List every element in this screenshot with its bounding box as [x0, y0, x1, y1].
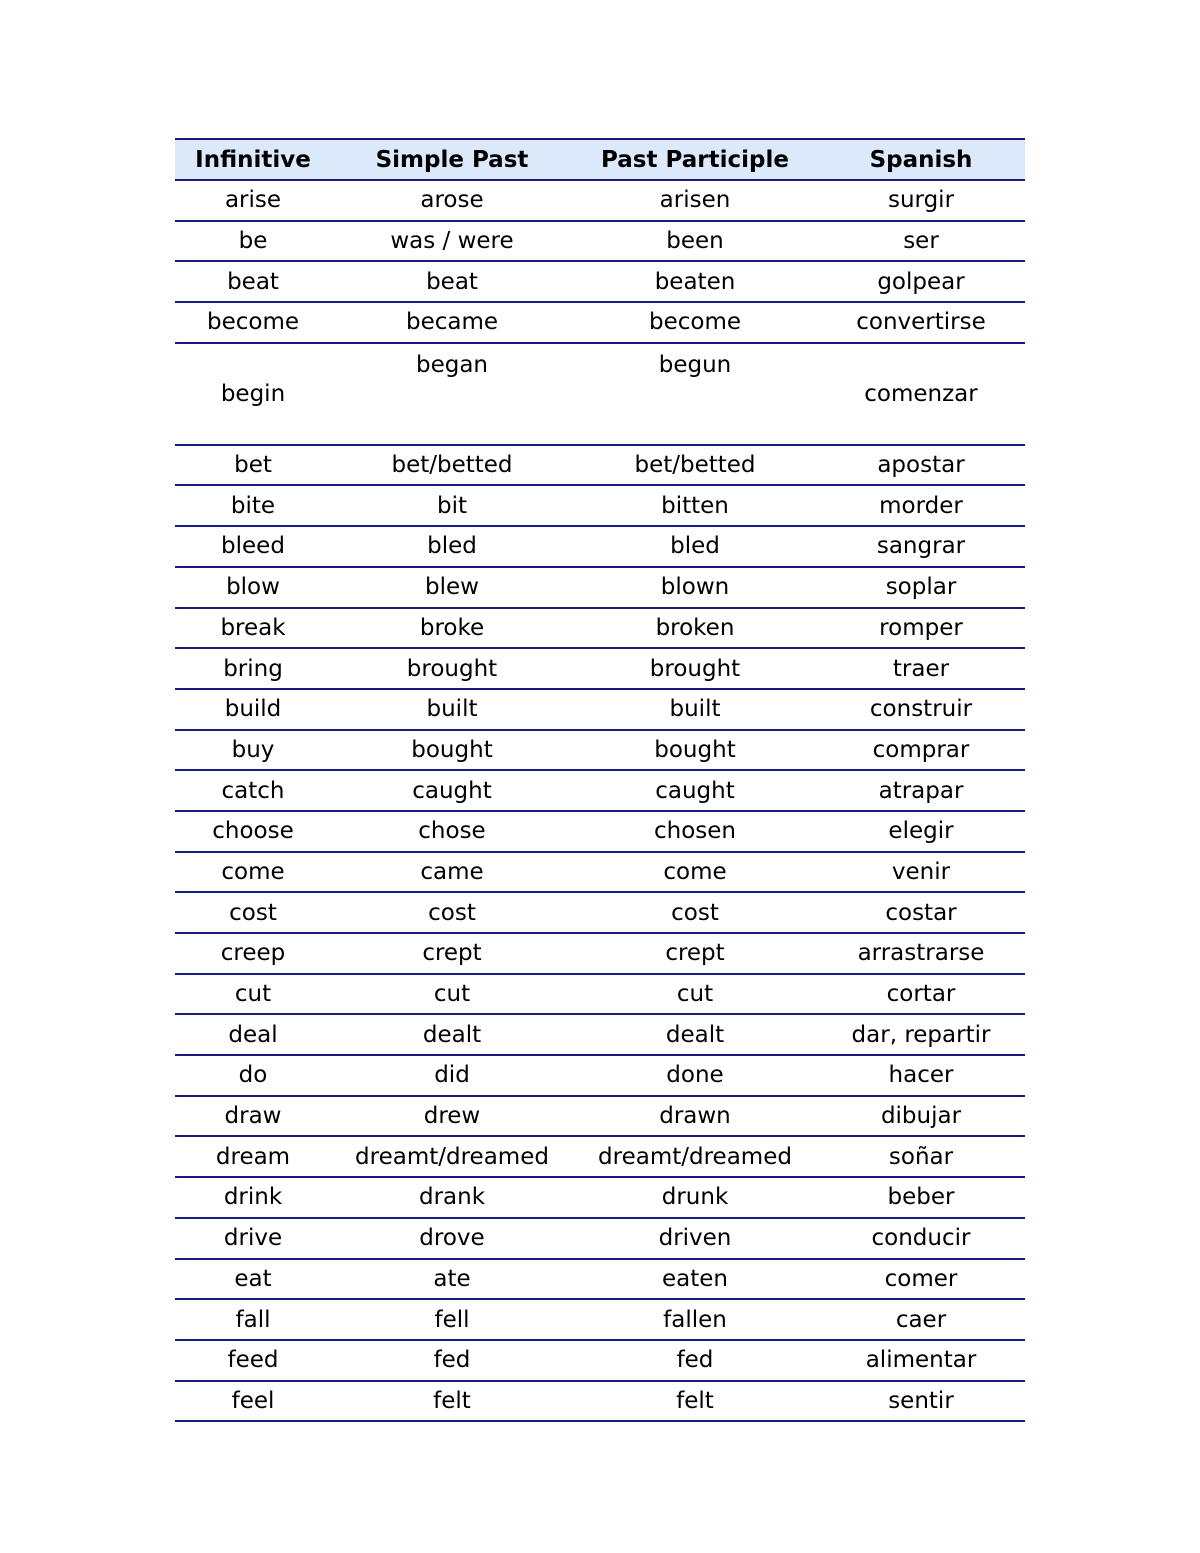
cell-infinitive: drive	[175, 1218, 331, 1259]
cell-spanish: soplar	[817, 567, 1025, 608]
cell-simple-past: came	[331, 852, 573, 893]
table-row	[175, 1381, 1025, 1422]
table-row	[175, 343, 1025, 445]
cell-simple-past: was / were	[331, 221, 573, 262]
table-row	[175, 608, 1025, 649]
cell-infinitive: draw	[175, 1096, 331, 1137]
cell-simple-past: drew	[331, 1096, 573, 1137]
table-row	[175, 1014, 1025, 1055]
cell-past-participle: eaten	[573, 1259, 817, 1300]
cell-past-participle: cost	[573, 892, 817, 933]
cell-infinitive: fall	[175, 1299, 331, 1340]
cell-spanish: cortar	[817, 974, 1025, 1015]
cell-spanish: sentir	[817, 1381, 1025, 1422]
header-past-participle: Past Participle	[573, 139, 817, 180]
cell-spanish: dar, repartir	[817, 1014, 1025, 1055]
table-row	[175, 261, 1025, 302]
header-spanish: Spanish	[817, 139, 1025, 180]
cell-past-participle: built	[573, 689, 817, 730]
cell-spanish: traer	[817, 648, 1025, 689]
cell-spanish: romper	[817, 608, 1025, 649]
cell-spanish: golpear	[817, 261, 1025, 302]
cell-infinitive: begin	[175, 343, 331, 445]
cell-simple-past: cut	[331, 974, 573, 1015]
cell-spanish: venir	[817, 852, 1025, 893]
cell-spanish: elegir	[817, 811, 1025, 852]
table-row	[175, 1299, 1025, 1340]
cell-infinitive: be	[175, 221, 331, 262]
cell-infinitive: bleed	[175, 526, 331, 567]
cell-spanish: soñar	[817, 1136, 1025, 1177]
cell-simple-past: felt	[331, 1381, 573, 1422]
table-row	[175, 1340, 1025, 1381]
cell-infinitive: beat	[175, 261, 331, 302]
table-row	[175, 1177, 1025, 1218]
cell-past-participle: chosen	[573, 811, 817, 852]
cell-past-participle: cut	[573, 974, 817, 1015]
cell-spanish: dibujar	[817, 1096, 1025, 1137]
cell-infinitive: feed	[175, 1340, 331, 1381]
table-row	[175, 180, 1025, 221]
cell-spanish: alimentar	[817, 1340, 1025, 1381]
cell-simple-past: became	[331, 302, 573, 343]
cell-simple-past: beat	[331, 261, 573, 302]
table-row	[175, 974, 1025, 1015]
cell-past-participle: blown	[573, 567, 817, 608]
table-row	[175, 811, 1025, 852]
table-row	[175, 648, 1025, 689]
cell-simple-past: broke	[331, 608, 573, 649]
cell-past-participle: drawn	[573, 1096, 817, 1137]
cell-simple-past: fell	[331, 1299, 573, 1340]
cell-infinitive: break	[175, 608, 331, 649]
cell-infinitive: bet	[175, 445, 331, 486]
table-row	[175, 689, 1025, 730]
cell-infinitive: bring	[175, 648, 331, 689]
cell-infinitive: catch	[175, 770, 331, 811]
cell-past-participle: become	[573, 302, 817, 343]
table-row	[175, 526, 1025, 567]
table-row	[175, 770, 1025, 811]
cell-simple-past: bit	[331, 485, 573, 526]
cell-past-participle: drunk	[573, 1177, 817, 1218]
cell-infinitive: arise	[175, 180, 331, 221]
table-row	[175, 302, 1025, 343]
cell-simple-past: dealt	[331, 1014, 573, 1055]
cell-past-participle: done	[573, 1055, 817, 1096]
cell-infinitive: choose	[175, 811, 331, 852]
cell-spanish: ser	[817, 221, 1025, 262]
cell-infinitive: drink	[175, 1177, 331, 1218]
cell-spanish: sangrar	[817, 526, 1025, 567]
cell-simple-past: blew	[331, 567, 573, 608]
cell-spanish: atrapar	[817, 770, 1025, 811]
cell-past-participle: begun	[573, 343, 817, 445]
cell-spanish: hacer	[817, 1055, 1025, 1096]
cell-infinitive: deal	[175, 1014, 331, 1055]
cell-simple-past: arose	[331, 180, 573, 221]
table-row	[175, 1096, 1025, 1137]
header-infinitive: Infinitive	[175, 139, 331, 180]
cell-simple-past: cost	[331, 892, 573, 933]
cell-spanish: costar	[817, 892, 1025, 933]
table-row	[175, 485, 1025, 526]
cell-past-participle: beaten	[573, 261, 817, 302]
cell-simple-past: brought	[331, 648, 573, 689]
cell-spanish: surgir	[817, 180, 1025, 221]
cell-simple-past: ate	[331, 1259, 573, 1300]
cell-infinitive: feel	[175, 1381, 331, 1422]
cell-infinitive: cost	[175, 892, 331, 933]
cell-infinitive: bite	[175, 485, 331, 526]
cell-spanish: beber	[817, 1177, 1025, 1218]
cell-simple-past: built	[331, 689, 573, 730]
cell-simple-past: fed	[331, 1340, 573, 1381]
cell-past-participle: been	[573, 221, 817, 262]
cell-spanish: comer	[817, 1259, 1025, 1300]
cell-simple-past: bet/betted	[331, 445, 573, 486]
cell-past-participle: bitten	[573, 485, 817, 526]
cell-infinitive: do	[175, 1055, 331, 1096]
cell-infinitive: buy	[175, 730, 331, 771]
cell-simple-past: bought	[331, 730, 573, 771]
cell-simple-past: drove	[331, 1218, 573, 1259]
cell-infinitive: build	[175, 689, 331, 730]
cell-simple-past: began	[331, 343, 573, 445]
cell-past-participle: arisen	[573, 180, 817, 221]
cell-simple-past: did	[331, 1055, 573, 1096]
cell-simple-past: crept	[331, 933, 573, 974]
cell-past-participle: broken	[573, 608, 817, 649]
cell-spanish: arrastrarse	[817, 933, 1025, 974]
cell-infinitive: become	[175, 302, 331, 343]
table-row	[175, 730, 1025, 771]
cell-spanish: apostar	[817, 445, 1025, 486]
cell-past-participle: caught	[573, 770, 817, 811]
cell-spanish: convertirse	[817, 302, 1025, 343]
table-row	[175, 1259, 1025, 1300]
cell-infinitive: blow	[175, 567, 331, 608]
table-row	[175, 852, 1025, 893]
table-row	[175, 933, 1025, 974]
table-row	[175, 1136, 1025, 1177]
cell-spanish: comenzar	[817, 343, 1025, 445]
cell-past-participle: come	[573, 852, 817, 893]
irregular-verbs-table	[175, 138, 1025, 1422]
cell-past-participle: bought	[573, 730, 817, 771]
cell-infinitive: come	[175, 852, 331, 893]
table-row	[175, 1218, 1025, 1259]
cell-past-participle: fallen	[573, 1299, 817, 1340]
table-row	[175, 221, 1025, 262]
cell-past-participle: felt	[573, 1381, 817, 1422]
cell-past-participle: driven	[573, 1218, 817, 1259]
table-row	[175, 567, 1025, 608]
table-row	[175, 445, 1025, 486]
cell-simple-past: bled	[331, 526, 573, 567]
cell-spanish: conducir	[817, 1218, 1025, 1259]
cell-simple-past: caught	[331, 770, 573, 811]
cell-past-participle: bled	[573, 526, 817, 567]
cell-infinitive: cut	[175, 974, 331, 1015]
cell-past-participle: fed	[573, 1340, 817, 1381]
cell-spanish: caer	[817, 1299, 1025, 1340]
cell-spanish: construir	[817, 689, 1025, 730]
table-row	[175, 892, 1025, 933]
cell-spanish: morder	[817, 485, 1025, 526]
cell-infinitive: eat	[175, 1259, 331, 1300]
cell-simple-past: chose	[331, 811, 573, 852]
table-row	[175, 1055, 1025, 1096]
cell-infinitive: creep	[175, 933, 331, 974]
cell-spanish: comprar	[817, 730, 1025, 771]
cell-infinitive: dream	[175, 1136, 331, 1177]
cell-past-participle: crept	[573, 933, 817, 974]
cell-past-participle: brought	[573, 648, 817, 689]
table-header-row	[175, 139, 1025, 180]
cell-simple-past: dreamt/dreamed	[331, 1136, 573, 1177]
cell-past-participle: bet/betted	[573, 445, 817, 486]
cell-simple-past: drank	[331, 1177, 573, 1218]
cell-past-participle: dealt	[573, 1014, 817, 1055]
header-simple-past: Simple Past	[331, 139, 573, 180]
cell-past-participle: dreamt/dreamed	[573, 1136, 817, 1177]
